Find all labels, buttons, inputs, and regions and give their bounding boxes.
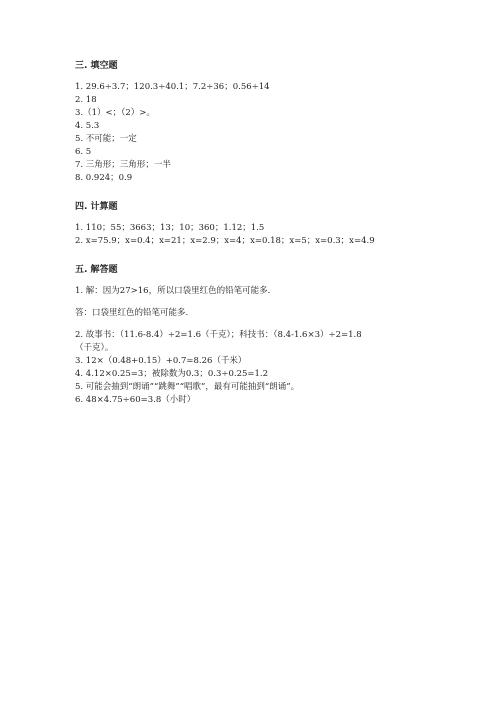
section-title-calculation: 四. 计算题	[75, 202, 118, 212]
answer-line: 2. x=75.9；x=0.4；x=21；x=2.9；x=4；x=0.18；x=5；x=0.3；x=4.9	[75, 236, 375, 246]
answer-line: 5. 可能会抽到“朗诵”“跳舞”“唱歌”，最有可能抽到“朗诵”。	[75, 382, 300, 392]
section-title-fill-blank: 三. 填空题	[75, 61, 118, 71]
answer-line: 4. 5.3	[75, 121, 100, 131]
answer-line: 2. 故事书：（11.6-8.4）÷2=1.6（千克）；科技书：（8.4-1.6×3）÷2=1.8	[75, 330, 362, 340]
answer-line: 5. 不可能；一定	[75, 134, 137, 144]
answer-line: 答：口袋里红色的铅笔可能多.	[75, 308, 189, 318]
answer-line: 8. 0.924；0.9	[75, 173, 133, 183]
answer-line: （千克）。	[75, 343, 114, 353]
answer-line: 6. 48×4.75÷60=3.8（小时）	[75, 395, 196, 405]
answer-page	[75, 60, 435, 407]
answer-line: 6. 5	[75, 147, 92, 157]
answer-line: 2. 18	[75, 95, 97, 105]
answer-line: 1. 29.6÷3.7；120.3÷40.1；7.2÷36；0.56÷14	[75, 82, 270, 92]
answer-line: 7. 三角形；三角形；一半	[75, 160, 171, 170]
answer-line: 4. 4.12×0.25=3；被除数为0.3；0.3÷0.25=1.2	[75, 369, 269, 379]
answer-line: 1. 110；55；3663；13；10；360；1.12；1.5	[75, 223, 265, 233]
section-title-word-problems: 五. 解答题	[75, 265, 118, 275]
answer-line: 3. 12×（0.48+0.15）+0.7=8.26（千米）	[75, 356, 247, 366]
answer-line: 1. 解：因为27>16，所以口袋里红色的铅笔可能多.	[75, 286, 271, 296]
answer-line: 3.（1）<；（2）>。	[75, 108, 155, 118]
